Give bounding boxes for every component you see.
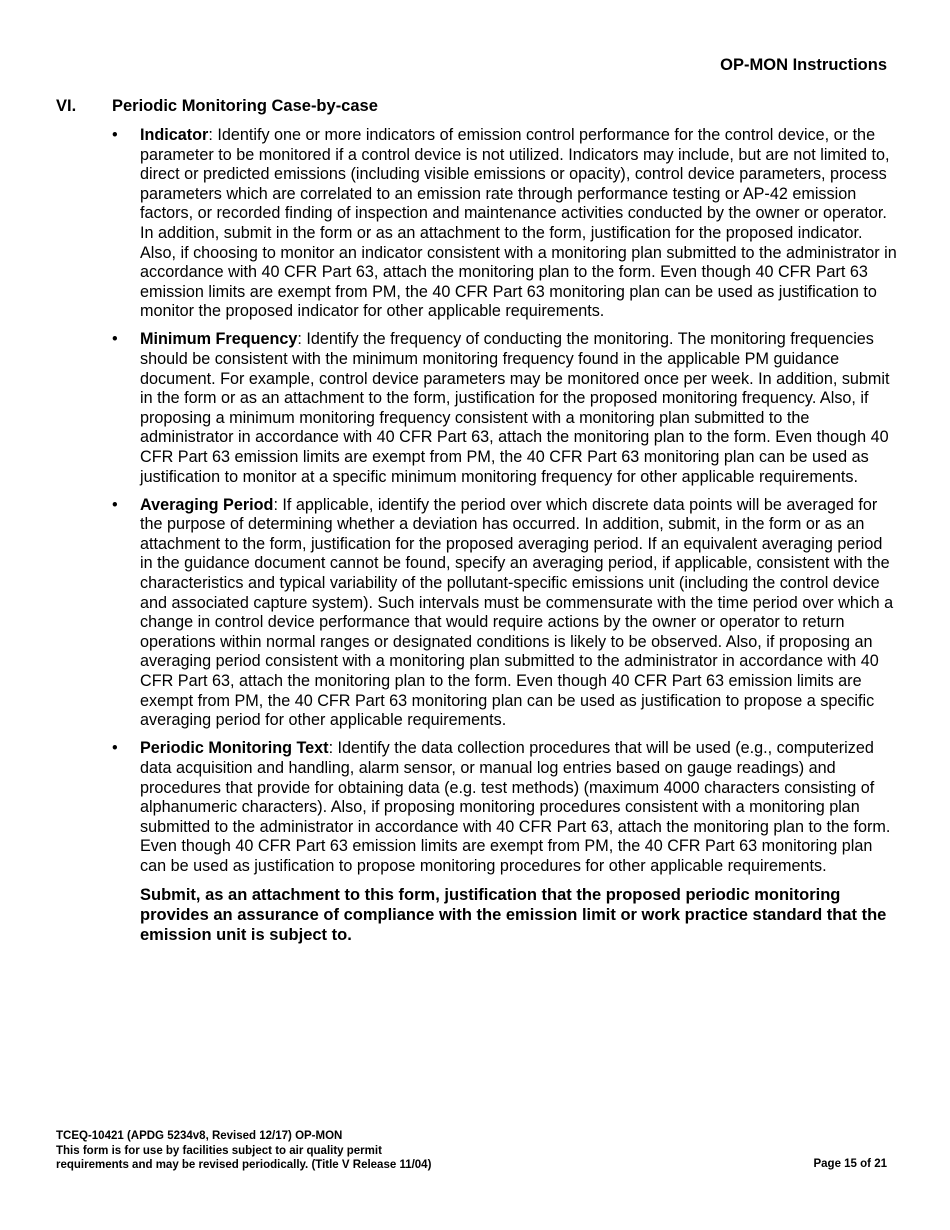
- bullet-text: : If applicable, identify the period over which discrete data points will be averaged for the purpose of determining whether a deviation has occurred. In addition, submit, in the form or as an attachment to the form, justification for the proposed averaging period. If an equivalent averaging period in the guidance document cannot be found, specify an averaging period, if applicable, consistent with the characteristics and typical variability of the pollutant-specific emissions unit (including the control device and associated capture system). Such intervals must be commensurate with the time period over which a change in control device performance that would require actions by the owner or operator to return operations within normal ranges or designated conditions is likely to be observed. Also, if proposing an averaging period consistent with a monitoring plan submitted to the administrator in accordance with 40 CFR Part 63, attach the monitoring plan to the form. Even though 40 CFR Part 63 emission limits are exempt from PM, the 40 CFR Part 63 monitoring plan can be used as justification to propose a specific averaging period for other applicable requirements.: [140, 495, 894, 730]
- section-title: Periodic Monitoring Case-by-case: [112, 97, 378, 115]
- bullet-dot: •: [112, 739, 118, 758]
- submit-note: Submit, as an attachment to this form, justification that the proposed periodic monitoring provides an assurance of compliance with the emission limit or work practice standard that the emission unit is subject to.: [140, 886, 887, 944]
- bullet-indicator: [112, 126, 897, 322]
- bullet-dot: •: [112, 495, 118, 514]
- footer-line-1: TCEQ-10421 (APDG 5234v8, Revised 12/17) OP-MON: [56, 1130, 343, 1142]
- bullet-minimum-frequency: [112, 330, 897, 487]
- bullet-label: Minimum Frequency: [140, 330, 298, 349]
- header-title: OP-MON Instructions: [720, 56, 887, 74]
- footer-line-3: requirements and may be revised periodically. (Title V Release 11/04): [56, 1159, 432, 1172]
- bullet-text: : Identify the data collection procedures that will be used (e.g., computerized data acquisition and handling, alarm sensor, or manual log entries based on gauge readings) and procedures that provide for obtaining data (e.g. test methods) (maximum 4000 characters consisting of alphanumeric characters). Also, if proposing monitoring procedures consistent with a monitoring plan submitted to the administrator in accordance with 40 CFR Part 63, attach the monitoring plan to the form. Even though 40 CFR Part 63 emission limits are exempt from PM, the 40 CFR Part 63 monitoring plan can be used as justification to propose monitoring procedures for other applicable requirements.: [140, 739, 891, 875]
- bullet-label: Periodic Monitoring Text: [140, 739, 329, 758]
- bullet-label: Averaging Period: [140, 495, 274, 514]
- footer-line-2: This form is for use by facilities subject to air quality permit: [56, 1144, 382, 1157]
- instructions-body: [112, 126, 897, 945]
- bullet-label: Indicator: [140, 126, 209, 144]
- bullet-periodic-monitoring-text: [112, 739, 897, 876]
- bullet-text: : Identify one or more indicators of emission control performance for the control device, or the parameter to be monitored if a control device is not utilized. Indicators may include, but are not limited to, direct or predicted emissions (including visible emissions or opacity), control device parameters, process parameters which are correlated to an emission rate through performance testing or AP-42 emission factors, or recorded finding of inspection and maintenance activities conducted by the owner or operator. In addition, submit in the form or as an attachment to the form, justification for the proposed indicator. Also, if choosing to monitor an indicator consistent with a monitoring plan submitted to the administrator in accordance with 40 CFR Part 63, attach the monitoring plan to the form. Even though 40 CFR Part 63 emission limits are exempt from PM, the 40 CFR Part 63 monitoring plan can be used as justification to monitor the proposed indicator for other applicable requirements.: [140, 126, 897, 321]
- page-number: Page 15 of 21: [813, 1158, 887, 1170]
- bullet-text: : Identify the frequency of conducting the monitoring. The monitoring frequencies should be consistent with the minimum monitoring frequency found in the applicable PM guidance document. For example, control device parameters may be monitored once per week. In addition, submit in the form or as an attachment to the form, justification for the proposed monitoring frequency. Also, if proposing a minimum monitoring frequency consistent with a monitoring plan submitted to the administrator in accordance with 40 CFR Part 63, attach the monitoring plan to the form. Even though 40 CFR Part 63 emission limits are exempt from PM, the 40 CFR Part 63 monitoring plan can be used as justification to monitor at a specific minimum monitoring frequency for other applicable requirements.: [140, 330, 890, 486]
- section-number: VI.: [56, 97, 77, 115]
- bullet-dot: •: [112, 126, 118, 144]
- footer-form-info: [56, 1129, 431, 1173]
- section-heading: [56, 97, 378, 116]
- bullet-averaging-period: [112, 496, 897, 731]
- bullet-dot: •: [112, 330, 118, 349]
